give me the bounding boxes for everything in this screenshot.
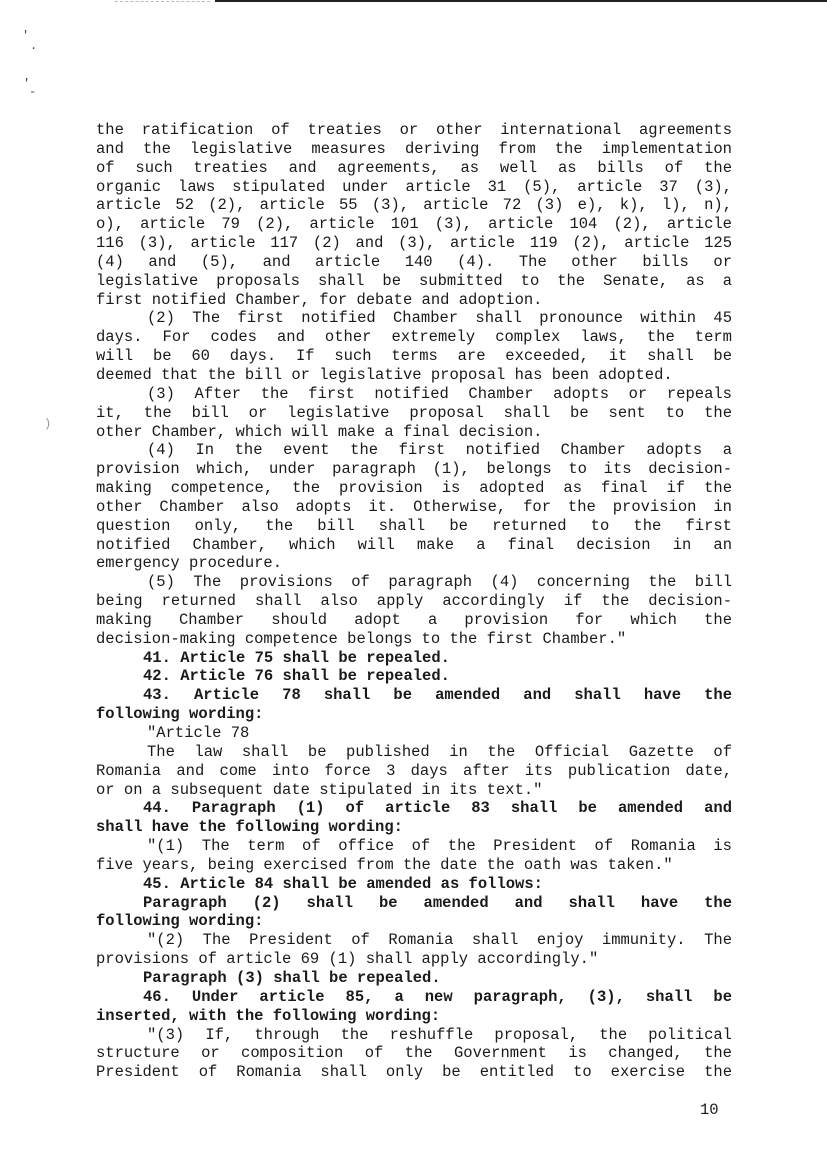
document-line: notified Chamber, which will make a final decision in an [96,535,732,554]
document-line: 41. Article 75 shall be repealed. [143,648,450,667]
document-line: five years, being exercised from the date the oath was taken." [96,855,673,874]
document-line: The law shall be published in the Official Gazette of [147,742,732,761]
document-line: legislative proposals shall be submitted to the Senate, as a [96,271,732,290]
document-line: provision which, under paragraph (1), belongs to its decision- [96,460,732,479]
document-line: deemed that the bill or legislative proposal has been adopted. [96,365,673,384]
document-line: "(1) The term of office of the President of Romania is [147,837,732,856]
document-line: "(2) The President of Romania shall enjoy immunity. The [147,931,732,950]
document-line: being returned shall also apply accordingly if the decision- [96,592,732,611]
document-line: (4) and (5), and article 140 (4). The other bills or [96,252,732,271]
document-line: and the legislative measures deriving from the implementation [96,139,732,158]
document-line: other Chamber also adopts it. Otherwise, for the provision in [96,497,732,516]
document-line: 42. Article 76 shall be repealed. [143,667,450,686]
document-line: 45. Article 84 shall be amended as follows: [143,874,543,893]
document-line: (3) After the first notified Chamber adopts or repeals [147,384,732,403]
document-line: Paragraph (2) shall be amended and shall have the [143,893,732,912]
document-line: (5) The provisions of paragraph (4) concerning the bill [147,573,732,592]
document-line: provisions of article 69 (1) shall apply accordingly." [96,950,599,969]
document-line: article 52 (2), article 55 (3), article 72 (3) e), k), l), n), [96,196,732,215]
document-line: "(3) If, through the reshuffle proposal, the political [147,1025,732,1044]
scan-speck: ' [23,77,31,91]
document-line: emergency procedure. [96,554,283,573]
scan-speck: - [29,85,37,99]
document-line: making Chamber should adopt a provision for which the [96,610,732,629]
document-line: shall have the following wording: [96,818,403,837]
document-line: 116 (3), article 117 (2) and (3), article 119 (2), article 125 [96,234,732,253]
scan-speck: ) [44,417,52,431]
document-line: of such treaties and agreements, as well as bills of the [96,158,732,177]
document-line: Paragraph (3) shall be repealed. [143,968,441,987]
scan-top-rule [215,0,827,2]
document-line: President of Romania shall only be entitled to exercise the [96,1063,732,1082]
document-line: days. For codes and other extremely complex laws, the term [96,328,732,347]
document-line: following wording: [96,705,264,724]
document-line: following wording: [96,912,264,931]
document-line: (2) The first notified Chamber shall pronounce within 45 [147,309,732,328]
document-line: 44. Paragraph (1) of article 83 shall be amended and [143,799,732,818]
document-line: organic laws stipulated under article 31 (5), article 37 (3), [96,177,732,196]
scan-speck: . [30,39,38,53]
document-line: the ratification of treaties or other international agreements [96,121,732,139]
document-body [96,121,732,1082]
document-line: decision-making competence belongs to the first Chamber." [96,629,627,648]
document-line: Romania and come into force 3 days after its publication date, [96,761,732,780]
document-line: or on a subsequent date stipulated in its text." [96,780,543,799]
document-line: making competence, the provision is adopted as final if the [96,479,732,498]
document-line: will be 60 days. If such terms are exceeded, it shall be [96,347,732,366]
document-line: 43. Article 78 shall be amended and shall have the [143,686,732,705]
document-line: structure or composition of the Government is changed, the [96,1044,732,1063]
document-line: "Article 78 [147,724,250,742]
document-line: inserted, with the following wording: [96,1006,441,1025]
document-line: first notified Chamber, for debate and adoption. [96,290,543,309]
scan-edge-mark [115,1,210,2]
document-line: question only, the bill shall be returned to the first [96,516,732,535]
page-number: 10 [700,1101,719,1119]
document-line: o), article 79 (2), article 101 (3), article 104 (2), article [96,215,732,234]
document-line: (4) In the event the first notified Chamber adopts a [147,441,732,460]
document-line: other Chamber, which will make a final decision. [96,422,543,441]
scan-speck: ' [22,29,30,43]
document-line: it, the bill or legislative proposal shall be sent to the [96,403,732,422]
document-line: 46. Under article 85, a new paragraph, (3), shall be [143,987,732,1006]
